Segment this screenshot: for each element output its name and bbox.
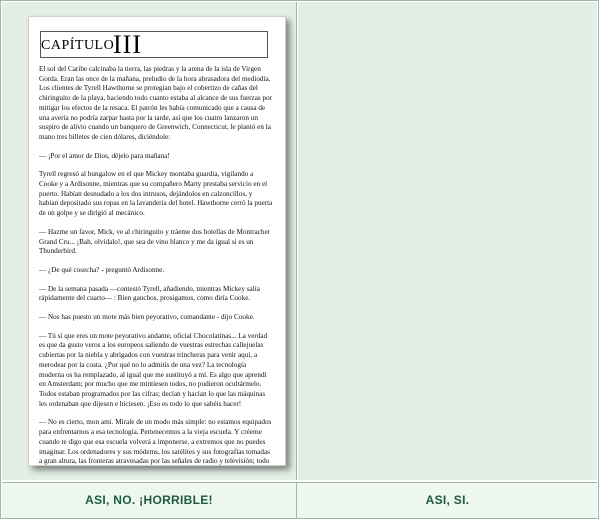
page-body-text	[39, 65, 273, 466]
bad-example-cell	[2, 2, 297, 480]
chapter-heading	[40, 31, 268, 58]
paragraph: — Nos has puesto un mote más bien peyorativo, comandante - dijo Cooke.	[39, 313, 255, 322]
paragraph: — No es cierto, mon ami. Mírale de un modo más simple: no estamos equipados para enfrentarnos a esa tecnología. Pertenecemos a la vieja escuela. Y créeme cuando te digo que esa escuela volverá a imponerse, a extremos que no puedes imaginar. Los ordenadores y sus módems, los satélites y sus fotografías tomadas a gran altura, las fronteras atravesadas por las señales de radio y televisión; todo	[39, 418, 272, 466]
chapter-number: III	[113, 30, 142, 59]
paragraph: — De la semana pasada —contestó Tyrell, añadiendo, mientras Mickey salía rápidamente del cuarto— : Bien gauchos, prosigamos, como diría Cooke.	[39, 284, 260, 303]
paragraph: — Hazme un favor, Mick, ve al chiringuito y tráeme dos botellas de Montrachet Grand Cru... ¡Bah, olvídalo!, que sea de vino blanco y me da igual si es un Thunderbird.	[39, 227, 270, 256]
paragraph: — Tú sí que eres un mote peyorativo andante, oficial Chocolatinas... La verdad es que da gusto veros a los europeos saliendo de vuestras estrechas callejuelas cubiertas por la niebla y abrigados con vuestras trincheras para venir aquí, a merodear por la costa. ¿Por qué no lo admitís de una vez? La tecnología moderna os ha remplazado, al igual que me sustituyó a mí. Es algo que aprendí en Amsterdam; por mucho que me mintiesen todos, no pudieron ocultármelo. Todos estaban programados por las cifras; decían y hacían lo que las máquinas les ordenaban que dijesen e hiciesen. ¡Eso es todo lo que sabéis hacer!	[39, 331, 268, 408]
caption-row	[2, 482, 597, 518]
bad-example-page	[28, 16, 286, 466]
chapter-word: CAPÍTULO	[41, 38, 115, 53]
good-example-caption: ASI, SI.	[425, 493, 470, 507]
good-example-cell	[298, 2, 597, 480]
paragraph: — ¡Por el amor de Dios, déjelo para mañana!	[39, 151, 170, 160]
paragraph: — ¿De qué cosecha? - preguntó Ardisonne.	[39, 265, 165, 274]
paragraph: Tyrell regresó al bungalow en el que Mickey montaba guardia, vigilando a Cooke y a Ardisonne, mientras que su compañero Marty prestaba servicio en el puerto. Habían desnudado a los dos intrusos, dejándolos en calzoncillos, y habían depositado sus ropas en la lavandería del hotel. Hawthorne cerró la puerta de un golpe y se dirigió al mecánico.	[39, 170, 273, 218]
bad-example-caption: ASI, NO. ¡HORRIBLE!	[2, 483, 297, 518]
paragraph: El sol del Caribe calcinaba la tierra, las piedras y la arena de la isla de Virgen Gorda. Eran las once de la mañana, preludio de la hora abrasadora del mediodía. Los clientes de Tyrell Hawthorne se protegían bajo el cobertizo de cañas del chiringuito de la playa, haciendo todo cuanto estaba al alcance de sus fuerzas por mitigar los efectos de la resaca. El patrón les había comunicado que a causa de una avería no podría zarpar hasta por la tarde, así que los cuatro lanzaron un suspiro de alivio cuando un banquero de Greenwich, Connecticut, le plantó en la mano tres billetes de cien dólares, diciéndole:	[39, 65, 273, 141]
